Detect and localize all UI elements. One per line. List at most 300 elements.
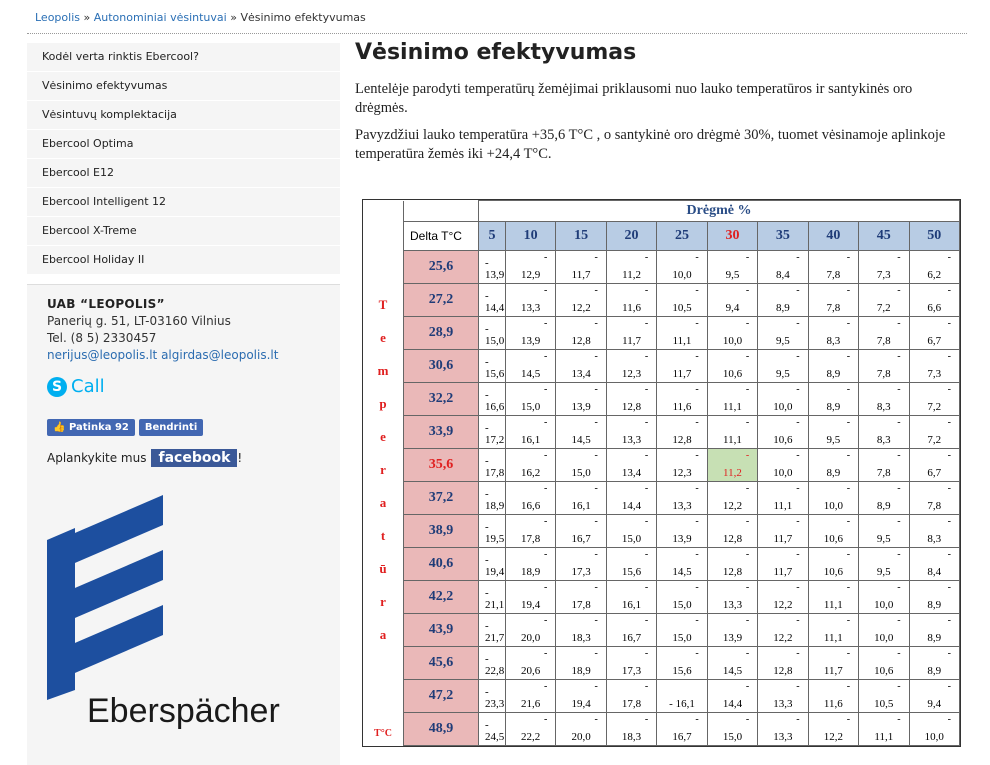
table-cell bbox=[707, 515, 757, 548]
cell-value: 8,9 bbox=[927, 599, 942, 611]
table-cell bbox=[556, 614, 606, 647]
cell-value: 11,7 bbox=[773, 533, 793, 545]
cell-value: 10,6 bbox=[773, 434, 793, 446]
vertical-letter: a bbox=[379, 626, 387, 642]
table-cell bbox=[909, 548, 959, 581]
table-cell bbox=[505, 581, 555, 614]
table-cell bbox=[758, 614, 808, 647]
facebook-like-button[interactable]: 👍 Patinka 92 bbox=[47, 419, 135, 436]
cell-value: 7,8 bbox=[826, 302, 841, 314]
cell-value: 13,9 bbox=[521, 335, 541, 347]
sidebar-item-optima[interactable]: Ebercool Optima bbox=[27, 130, 340, 159]
cell-value: 10,0 bbox=[823, 500, 843, 512]
cell-minus-sign: - bbox=[846, 318, 851, 329]
humidity-header-35: 35 bbox=[758, 222, 808, 251]
table-cell bbox=[556, 284, 606, 317]
table-cell bbox=[758, 383, 808, 416]
table-cell bbox=[606, 482, 656, 515]
table-cell bbox=[707, 317, 757, 350]
cell-value: 12,3 bbox=[621, 368, 642, 380]
table-cell bbox=[808, 614, 858, 647]
cell-minus-sign: - bbox=[745, 582, 750, 593]
table-cell bbox=[707, 581, 757, 614]
table-row bbox=[363, 713, 960, 746]
table-cell bbox=[606, 284, 656, 317]
table-cell bbox=[808, 350, 858, 383]
table-cell bbox=[657, 383, 707, 416]
cell-minus-sign: - bbox=[796, 681, 800, 692]
cell-minus-sign: - bbox=[897, 450, 901, 461]
table-row bbox=[363, 482, 960, 515]
cell-minus-sign: - bbox=[644, 549, 649, 560]
skype-icon: S bbox=[47, 377, 67, 397]
vertical-letter: e bbox=[380, 428, 386, 444]
email-links bbox=[47, 348, 278, 362]
cell-value: 12,8 bbox=[773, 665, 793, 677]
cell-value: 7,8 bbox=[927, 500, 942, 512]
cell-minus-sign: - bbox=[846, 714, 851, 725]
table-row bbox=[363, 350, 960, 383]
cell-value: 9,5 bbox=[776, 368, 790, 380]
cell-minus-sign: - bbox=[544, 516, 548, 527]
cell-minus-sign: - bbox=[846, 549, 851, 560]
cell-minus-sign: - bbox=[544, 714, 548, 725]
cell-minus-sign: - bbox=[745, 516, 750, 527]
table-cell bbox=[479, 647, 506, 680]
humidity-header-45: 45 bbox=[859, 222, 909, 251]
cell-minus-sign: - bbox=[947, 681, 951, 692]
cell-minus-sign: - bbox=[846, 351, 851, 362]
table-cell bbox=[606, 350, 656, 383]
table-cell bbox=[859, 647, 909, 680]
vertical-letter: p bbox=[379, 395, 387, 411]
cell-value: 7,3 bbox=[927, 368, 942, 380]
cell-value: 6,2 bbox=[927, 269, 942, 281]
cell-value: 11,1 bbox=[773, 500, 793, 512]
table-cell bbox=[707, 680, 757, 713]
cell-value: - 18,9 bbox=[485, 488, 505, 512]
cell-value: 10,6 bbox=[823, 533, 843, 545]
cell-minus-sign: - bbox=[544, 648, 548, 659]
sidebar-item-kodel-verta[interactable]: Kodėl verta rinktis Ebercool? bbox=[27, 43, 340, 72]
cell-value: 22,2 bbox=[521, 731, 541, 743]
cell-minus-sign: - bbox=[594, 714, 598, 725]
cell-value: 8,9 bbox=[826, 368, 841, 380]
facebook-share-button[interactable]: Bendrinti bbox=[139, 419, 203, 436]
cell-value: 8,9 bbox=[927, 665, 942, 677]
cell-value: 11,7 bbox=[823, 665, 843, 677]
cell-value: 15,0 bbox=[672, 632, 692, 644]
table-cell bbox=[479, 614, 506, 647]
cell-value: - 15,6 bbox=[485, 356, 505, 380]
table-cell bbox=[859, 548, 909, 581]
cell-minus-sign: - bbox=[796, 648, 800, 659]
vertical-temperature-label bbox=[363, 201, 404, 746]
table-cell bbox=[859, 515, 909, 548]
table-cell bbox=[707, 350, 757, 383]
table-cell bbox=[808, 383, 858, 416]
cell-minus-sign: - bbox=[897, 318, 901, 329]
table-cell bbox=[909, 581, 959, 614]
cell-value: 8,9 bbox=[927, 632, 942, 644]
cell-value: 18,3 bbox=[621, 731, 642, 743]
sidebar-menu bbox=[27, 43, 340, 275]
cell-minus-sign: - bbox=[544, 417, 548, 428]
table-corner bbox=[404, 201, 479, 222]
cell-value: 8,9 bbox=[876, 500, 891, 512]
cell-minus-sign: - bbox=[745, 285, 750, 296]
table-cell bbox=[758, 482, 808, 515]
cell-value: 11,7 bbox=[672, 368, 692, 380]
cell-value: 12,2 bbox=[773, 632, 793, 644]
cell-minus-sign: - bbox=[644, 384, 649, 395]
cell-minus-sign: - bbox=[796, 549, 800, 560]
sidebar-item-e12[interactable]: Ebercool E12 bbox=[27, 159, 340, 188]
table-cell bbox=[758, 548, 808, 581]
breadcrumb bbox=[35, 11, 366, 24]
cell-minus-sign: - bbox=[594, 318, 598, 329]
cell-minus-sign: - bbox=[594, 615, 598, 626]
cell-minus-sign: - bbox=[544, 483, 548, 494]
table-cell bbox=[606, 548, 656, 581]
table-row bbox=[363, 284, 960, 317]
cell-value: 15,0 bbox=[621, 533, 642, 545]
cell-minus-sign: - bbox=[544, 285, 548, 296]
table-cell bbox=[479, 449, 506, 482]
cell-value: 11,1 bbox=[672, 335, 692, 347]
table-cell bbox=[606, 449, 656, 482]
cell-value: 12,8 bbox=[722, 566, 743, 578]
visit-text: Aplankykite mus bbox=[47, 451, 147, 465]
cell-minus-sign: - bbox=[695, 516, 699, 527]
cell-minus-sign: - bbox=[947, 351, 951, 362]
table-cell bbox=[808, 515, 858, 548]
cell-value: 11,7 bbox=[622, 335, 641, 347]
cell-value: 10,6 bbox=[874, 665, 894, 677]
humidity-header-30: 30 bbox=[707, 222, 757, 251]
cell-value: - 17,8 bbox=[485, 455, 505, 479]
cell-minus-sign: - bbox=[796, 615, 800, 626]
table-cell bbox=[909, 383, 959, 416]
cell-minus-sign: - bbox=[897, 516, 901, 527]
table-cell bbox=[479, 548, 506, 581]
table-row bbox=[363, 515, 960, 548]
cell-value: - 21,7 bbox=[485, 620, 505, 644]
cell-value: 10,5 bbox=[672, 302, 692, 314]
cell-value: 16,1 bbox=[571, 500, 591, 512]
cell-value: - 16,6 bbox=[485, 389, 505, 413]
skype-call-label: Call bbox=[71, 376, 105, 397]
cell-value: 17,3 bbox=[621, 665, 642, 677]
sidebar-item-x-treme[interactable]: Ebercool X-Treme bbox=[27, 217, 340, 246]
table-cell bbox=[657, 350, 707, 383]
table-cell bbox=[909, 284, 959, 317]
cell-minus-sign: - bbox=[846, 615, 851, 626]
cell-value: 9,4 bbox=[927, 698, 942, 710]
cell-value: 17,8 bbox=[521, 533, 541, 545]
cell-minus-sign: - bbox=[644, 681, 649, 692]
cell-value: 20,6 bbox=[521, 665, 541, 677]
table-cell bbox=[758, 449, 808, 482]
cell-value: 13,3 bbox=[773, 698, 793, 710]
cell-minus-sign: - bbox=[695, 318, 699, 329]
vertical-letter: r bbox=[380, 461, 386, 477]
cell-value: - 24,5 bbox=[485, 719, 505, 743]
table-cell bbox=[808, 251, 858, 284]
cell-minus-sign: - bbox=[695, 648, 699, 659]
cell-value: 13,3 bbox=[722, 599, 743, 611]
table-cell bbox=[606, 251, 656, 284]
cell-minus-sign: - bbox=[695, 450, 699, 461]
facebook-logo-link[interactable]: facebook bbox=[151, 449, 237, 467]
table-cell bbox=[556, 680, 606, 713]
cell-minus-sign: - bbox=[745, 549, 750, 560]
breadcrumb-link-category[interactable]: Autonominiai vėsintuvai bbox=[93, 11, 227, 24]
cell-minus-sign: - bbox=[745, 648, 750, 659]
cell-value: 11,1 bbox=[723, 401, 742, 413]
cell-value: 7,8 bbox=[876, 335, 891, 347]
cell-value: - 22,8 bbox=[485, 653, 505, 677]
efficiency-table bbox=[362, 199, 961, 747]
cell-minus-sign: - bbox=[594, 516, 598, 527]
cell-value: 8,3 bbox=[876, 434, 891, 446]
cell-value: 13,3 bbox=[521, 302, 541, 314]
cell-value: 12,2 bbox=[823, 731, 843, 743]
table-cell bbox=[909, 449, 959, 482]
cell-minus-sign: - bbox=[947, 582, 951, 593]
table-cell bbox=[556, 713, 606, 746]
sidebar-item-komplektacija[interactable]: Vėsintuvų komplektacija bbox=[27, 101, 340, 130]
table-cell bbox=[859, 680, 909, 713]
temperature-cell: 35,6 bbox=[404, 449, 479, 482]
table-cell bbox=[909, 317, 959, 350]
table-cell bbox=[556, 482, 606, 515]
cell-value: 11,6 bbox=[672, 401, 692, 413]
table-row-humidity-title bbox=[363, 201, 960, 222]
facebook-buttons bbox=[47, 419, 203, 436]
table-cell bbox=[909, 350, 959, 383]
table-cell bbox=[505, 284, 555, 317]
cell-minus-sign: - bbox=[544, 252, 548, 263]
table-row bbox=[363, 317, 960, 350]
cell-value: 11,2 bbox=[723, 467, 742, 479]
email-link-nerijus[interactable]: nerijus@leopolis.lt bbox=[47, 348, 158, 362]
table-row bbox=[363, 251, 960, 284]
cell-value: 6,7 bbox=[927, 467, 942, 479]
temperature-cell: 32,2 bbox=[404, 383, 479, 416]
table-row bbox=[363, 614, 960, 647]
table-cell bbox=[556, 350, 606, 383]
cell-value: 16,7 bbox=[621, 632, 642, 644]
cell-minus-sign: - bbox=[745, 384, 750, 395]
cell-value: 16,6 bbox=[521, 500, 541, 512]
table-cell bbox=[505, 680, 555, 713]
humidity-title: Drėgmė % bbox=[479, 201, 960, 222]
table-cell bbox=[707, 647, 757, 680]
cell-minus-sign: - bbox=[594, 549, 598, 560]
table-cell bbox=[505, 416, 555, 449]
temperature-cell: 40,6 bbox=[404, 548, 479, 581]
cell-value: 19,4 bbox=[521, 599, 541, 611]
cell-value: 11,1 bbox=[874, 731, 894, 743]
table-cell bbox=[909, 515, 959, 548]
cell-minus-sign: - bbox=[745, 252, 750, 263]
temperature-cell: 47,2 bbox=[404, 680, 479, 713]
breadcrumb-link-home[interactable]: Leopolis bbox=[35, 11, 80, 24]
table-cell bbox=[505, 449, 555, 482]
table-cell bbox=[758, 515, 808, 548]
table-cell bbox=[556, 548, 606, 581]
cell-value: 7,3 bbox=[876, 269, 891, 281]
table-cell bbox=[606, 416, 656, 449]
table-cell bbox=[707, 614, 757, 647]
cell-value: 14,5 bbox=[722, 665, 743, 677]
logo-wordmark: Eberspächer bbox=[87, 692, 280, 730]
cell-minus-sign: - bbox=[644, 516, 649, 527]
temperature-cell: 38,9 bbox=[404, 515, 479, 548]
cell-value: 10,6 bbox=[823, 566, 843, 578]
cell-minus-sign: - bbox=[846, 417, 851, 428]
vertical-letter: r bbox=[380, 593, 386, 609]
table-cell bbox=[556, 449, 606, 482]
cell-value: 12,9 bbox=[521, 269, 541, 281]
cell-value: 11,1 bbox=[823, 599, 843, 611]
cell-value: 13,9 bbox=[571, 401, 591, 413]
cell-minus-sign: - bbox=[644, 615, 649, 626]
cell-minus-sign: - bbox=[947, 285, 951, 296]
cell-value: 7,8 bbox=[876, 467, 891, 479]
cell-minus-sign: - bbox=[594, 450, 598, 461]
cell-minus-sign: - bbox=[897, 285, 901, 296]
cell-minus-sign: - bbox=[594, 582, 598, 593]
table-cell bbox=[606, 713, 656, 746]
cell-minus-sign: - bbox=[897, 549, 901, 560]
temperature-cell: 43,9 bbox=[404, 614, 479, 647]
humidity-header-5: 5 bbox=[479, 222, 506, 251]
table-cell bbox=[859, 416, 909, 449]
cell-minus-sign: - bbox=[897, 615, 901, 626]
cell-minus-sign: - bbox=[846, 681, 851, 692]
sidebar bbox=[27, 43, 340, 730]
table-cell bbox=[505, 317, 555, 350]
table-cell bbox=[479, 383, 506, 416]
table-cell bbox=[909, 416, 959, 449]
table-cell bbox=[606, 581, 656, 614]
intro-paragraph: Lentelėje parodyti temperatūrų žemėjimai priklausomi nuo lauko temperatūros ir santykinės oro drėgmės. bbox=[355, 81, 913, 116]
cell-minus-sign: - bbox=[544, 318, 548, 329]
cell-value: 11,7 bbox=[571, 269, 591, 281]
cell-minus-sign: - bbox=[947, 615, 951, 626]
cell-minus-sign: - bbox=[796, 582, 800, 593]
cell-value: 9,5 bbox=[876, 566, 891, 578]
cell-value: 14,5 bbox=[672, 566, 692, 578]
cell-minus-sign: - bbox=[644, 417, 649, 428]
table-cell bbox=[808, 581, 858, 614]
cell-value: 7,2 bbox=[876, 302, 891, 314]
table-cell bbox=[707, 548, 757, 581]
table-cell bbox=[505, 614, 555, 647]
table-cell bbox=[556, 515, 606, 548]
table-cell bbox=[556, 581, 606, 614]
table-row bbox=[363, 383, 960, 416]
sidebar-item-holiday-ii[interactable]: Ebercool Holiday II bbox=[27, 246, 340, 275]
cell-value: 9,4 bbox=[725, 302, 740, 314]
cell-value: 21,6 bbox=[521, 698, 541, 710]
table-row bbox=[363, 416, 960, 449]
table-cell bbox=[758, 647, 808, 680]
cell-minus-sign: - bbox=[796, 285, 800, 296]
table-cell bbox=[859, 317, 909, 350]
table-cell bbox=[707, 416, 757, 449]
sidebar-item-intelligent-12[interactable]: Ebercool Intelligent 12 bbox=[27, 188, 340, 217]
top-divider bbox=[27, 33, 967, 34]
temperature-cell: 33,9 bbox=[404, 416, 479, 449]
email-link-algirdas[interactable]: algirdas@leopolis.lt bbox=[161, 348, 279, 362]
cell-minus-sign: - bbox=[897, 384, 901, 395]
vertical-letter: e bbox=[380, 329, 386, 345]
cell-minus-sign: - bbox=[695, 714, 699, 725]
table-cell bbox=[758, 350, 808, 383]
table-cell bbox=[909, 647, 959, 680]
vertical-letter: ū bbox=[379, 560, 387, 576]
table-row bbox=[363, 647, 960, 680]
table-cell bbox=[859, 482, 909, 515]
sidebar-item-vesinimo-efektyvumas[interactable]: Vėsinimo efektyvumas bbox=[27, 72, 340, 101]
skype-call-button[interactable] bbox=[47, 376, 105, 397]
cell-value: 12,8 bbox=[722, 533, 743, 545]
cell-minus-sign: - bbox=[695, 384, 699, 395]
cell-value: 18,9 bbox=[521, 566, 541, 578]
table-cell bbox=[808, 647, 858, 680]
cell-value: 12,8 bbox=[672, 434, 692, 446]
cell-minus-sign: - bbox=[796, 252, 800, 263]
cell-minus-sign: - bbox=[846, 285, 851, 296]
temperature-cell: 30,6 bbox=[404, 350, 479, 383]
efficiency-table-grid bbox=[363, 200, 960, 746]
eberspaecher-logo bbox=[45, 490, 325, 735]
table-cell bbox=[505, 350, 555, 383]
table-cell bbox=[808, 284, 858, 317]
cell-minus-sign: - bbox=[846, 384, 851, 395]
cell-value: 8,3 bbox=[876, 401, 891, 413]
cell-value: - 21,1 bbox=[485, 587, 505, 611]
cell-minus-sign: - bbox=[846, 483, 851, 494]
cell-value: 14,4 bbox=[722, 698, 743, 710]
cell-value: 9,5 bbox=[776, 335, 790, 347]
table-cell bbox=[758, 416, 808, 449]
cell-minus-sign: - bbox=[544, 615, 548, 626]
cell-minus-sign: - bbox=[544, 549, 548, 560]
table-cell bbox=[859, 383, 909, 416]
cell-value: 7,8 bbox=[876, 368, 891, 380]
cell-value: - 19,5 bbox=[485, 521, 505, 545]
cell-value: 7,2 bbox=[927, 434, 942, 446]
cell-minus-sign: - bbox=[947, 483, 951, 494]
cell-value: 17,8 bbox=[621, 698, 642, 710]
cell-minus-sign: - bbox=[846, 648, 851, 659]
cell-value: 16,1 bbox=[621, 599, 642, 611]
cell-value: 10,0 bbox=[773, 401, 793, 413]
cell-minus-sign: - bbox=[796, 351, 800, 362]
table-cell bbox=[758, 713, 808, 746]
table-cell bbox=[606, 647, 656, 680]
vertical-letter: a bbox=[379, 494, 387, 510]
cell-minus-sign: - bbox=[796, 516, 800, 527]
cell-value: 8,4 bbox=[776, 269, 790, 281]
cell-minus-sign: - bbox=[846, 252, 851, 263]
table-cell bbox=[657, 482, 707, 515]
cell-value: 6,6 bbox=[927, 302, 942, 314]
